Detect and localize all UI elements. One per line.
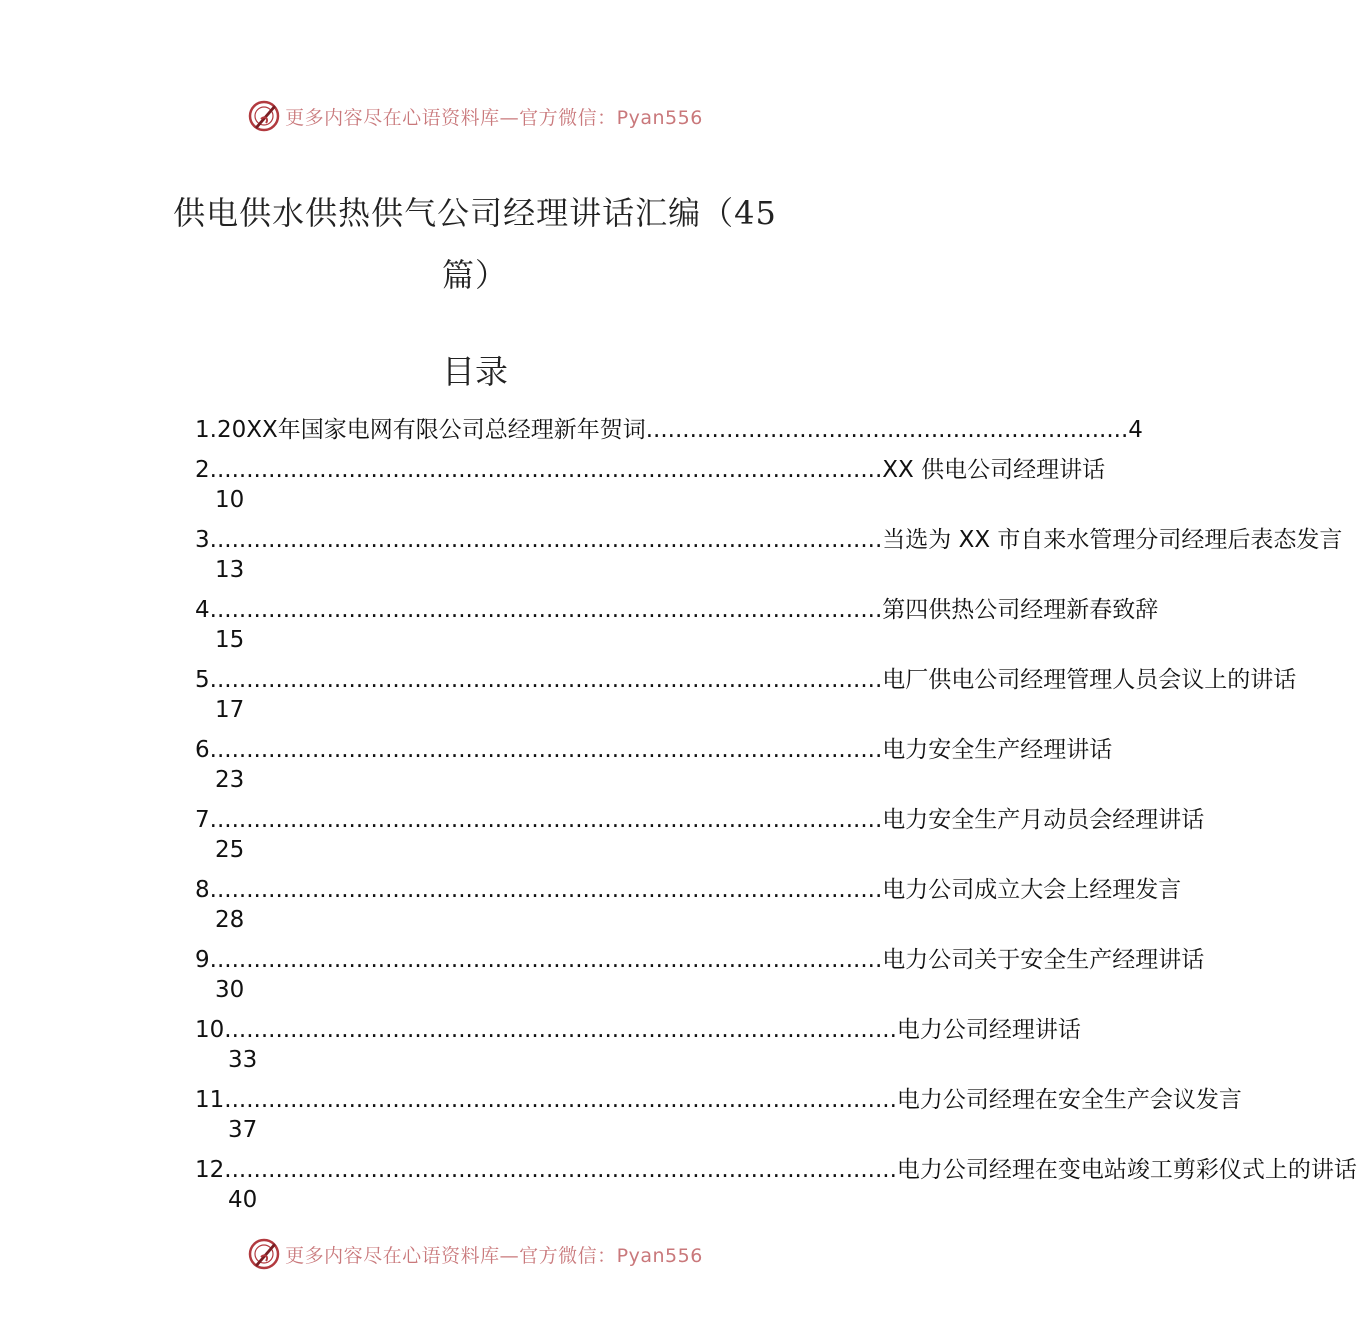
document-title: 供电供水供热供气公司经理讲话汇编（45篇） [173,194,777,294]
toc-entry[interactable] [195,1082,1242,1152]
toc-entry-number: 6 [195,737,210,763]
toc-entry-page: 28 [215,907,245,933]
toc-entry-number: 4 [195,597,210,623]
toc-entry-page: 23 [215,767,245,793]
toc-entry-title: 当选为 XX 市自来水管理分司经理后表态发言 [882,527,1343,553]
toc-entry-page: 25 [215,837,245,863]
toc-entry[interactable] [195,1012,1081,1082]
toc-entry-number: 9 [195,947,210,973]
toc-entry-number: 3 [195,527,210,553]
toc-entry[interactable] [195,592,1159,662]
toc-entry[interactable] [195,802,1205,872]
toc-leader-dots: ............................................................................................ [209,877,883,903]
toc-entry[interactable] [195,662,1297,732]
toc-entry-number: 7 [195,807,210,833]
toc-entry-number: 1.20XX [195,417,278,443]
pen-seal-icon [247,99,281,133]
header-banner [0,96,950,136]
toc-entry-title: 电力公司经理在变电站竣工剪彩仪式上的讲话 [896,1157,1357,1183]
toc-entry-number: 5 [195,667,210,693]
toc-entry[interactable] [195,412,1143,452]
toc-entry[interactable] [195,452,1106,522]
toc-entry[interactable] [195,872,1182,942]
footer-banner [0,1234,950,1274]
toc-entry-page: 15 [215,627,245,653]
toc-entry-title: 电力公司关于安全生产经理讲话 [882,947,1205,973]
toc-entry-page: 40 [228,1187,258,1213]
toc-leader-dots: ............................................................................................ [209,527,883,553]
toc-leader-dots: ............................................................................................ [224,1087,897,1113]
toc-entry-page: 17 [215,697,245,723]
toc-entry-title: 第四供热公司经理新春致辞 [882,597,1159,623]
wechat-id: Pyan556 [616,106,703,129]
toc-entry[interactable] [195,1152,1357,1222]
toc-entry-number: 8 [195,877,210,903]
toc-entry-number: 10 [195,1017,225,1043]
banner-text: 更多内容尽在心语资料库—官方微信：Pyan556 [285,1244,703,1267]
toc-entry-number: 12 [195,1157,225,1183]
toc-entry-title: XX 供电公司经理讲话 [882,457,1106,483]
pen-seal-icon [247,1237,281,1271]
toc-entry-title: 电力安全生产月动员会经理讲话 [882,807,1205,833]
toc-entry-title: 电力公司经理在安全生产会议发言 [896,1087,1242,1113]
toc-entry-number: 11 [195,1087,225,1113]
toc-leader-dots: ............................................................................................ [209,807,883,833]
toc-leader-dots: ............................................................................................ [209,667,883,693]
toc-entry-page: 13 [215,557,245,583]
toc-entry-page: 37 [228,1117,258,1143]
toc-entry-title: 电力公司经理讲话 [896,1017,1081,1043]
toc-entry-title: 年国家电网有限公司总经理新年贺词 [277,417,646,443]
toc-leader-dots: ............................................................................................ [209,597,883,623]
toc-leader-dots: .................................................................. [645,417,1129,443]
wechat-id: Pyan556 [616,1244,703,1267]
table-of-contents [195,412,1357,1222]
toc-entry-number: 2 [195,457,210,483]
toc-entry[interactable] [195,942,1205,1012]
toc-entry-title: 电厂供电公司经理管理人员会议上的讲话 [882,667,1297,693]
toc-entry-page: 10 [215,487,245,513]
toc-leader-dots: ............................................................................................ [224,1017,897,1043]
toc-entry-page: 30 [215,977,245,1003]
toc-leader-dots: ............................................................................................ [209,737,883,763]
toc-leader-dots: ............................................................................................ [224,1157,897,1183]
banner-text: 更多内容尽在心语资料库—官方微信：Pyan556 [285,106,703,129]
toc-heading: 目录 [442,352,508,391]
toc-entry[interactable] [195,522,1343,592]
toc-leader-dots: ............................................................................................ [209,947,883,973]
toc-entry-page: 4 [1128,417,1143,443]
toc-entry[interactable] [195,732,1113,802]
toc-entry-title: 电力安全生产经理讲话 [882,737,1113,763]
toc-entry-title: 电力公司成立大会上经理发言 [882,877,1182,903]
toc-leader-dots: ............................................................................................ [209,457,883,483]
toc-entry-page: 33 [228,1047,258,1073]
